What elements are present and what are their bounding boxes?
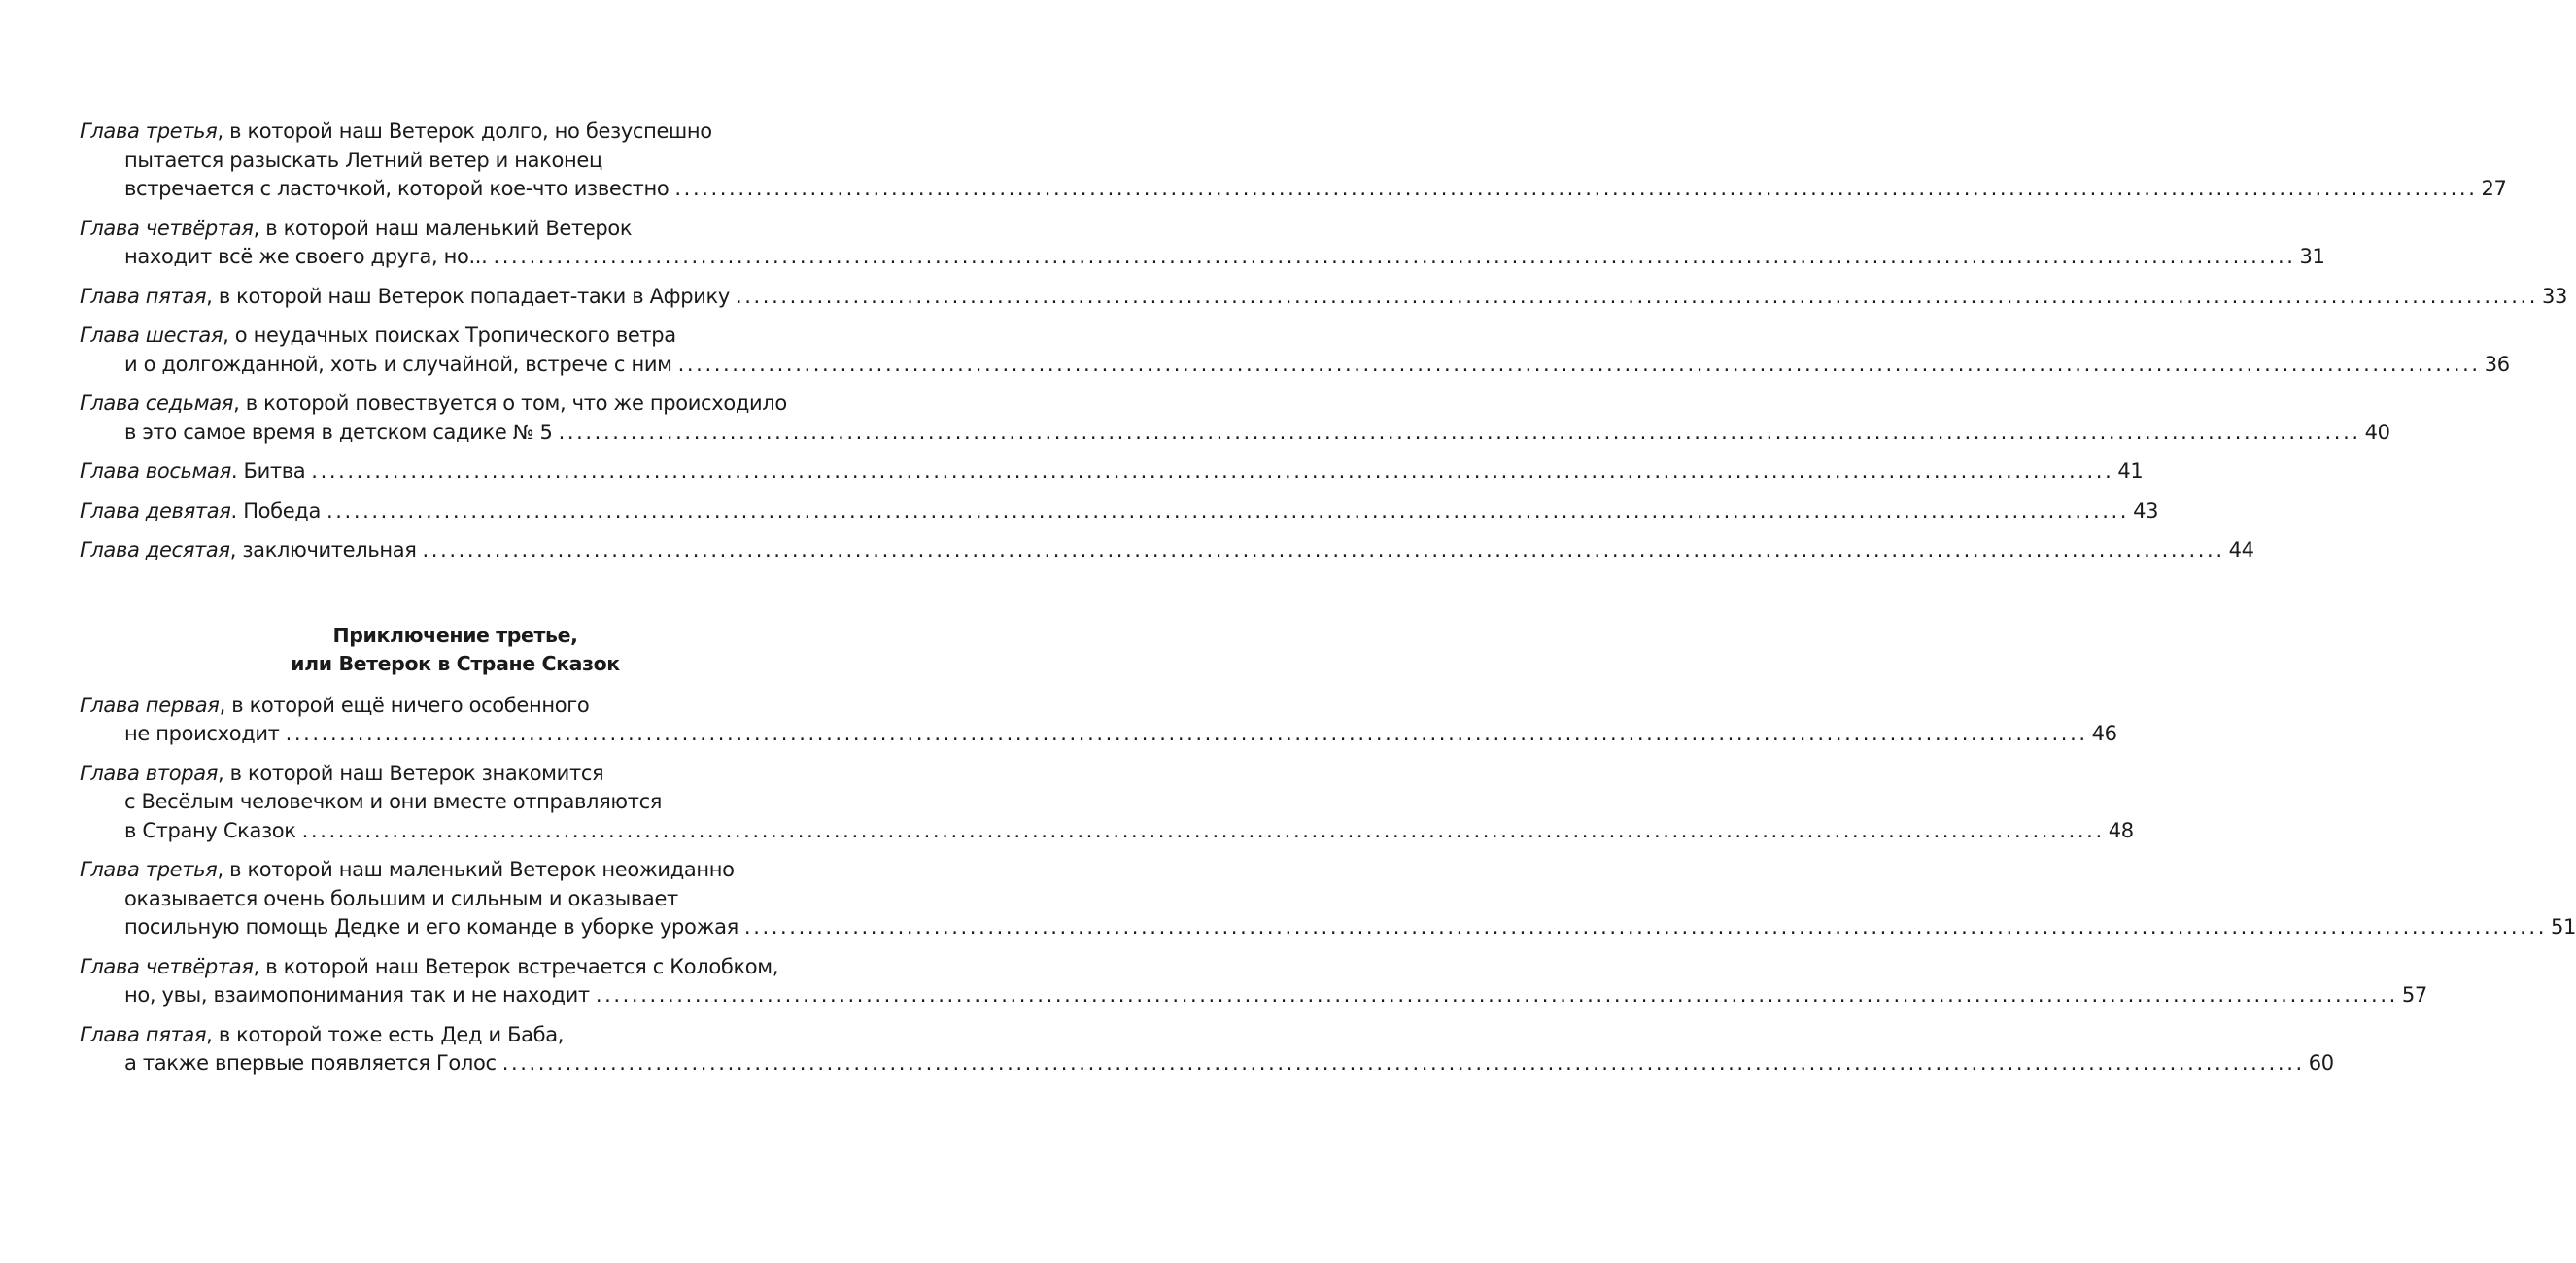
toc-last-line: [80, 1049, 2334, 1078]
chapter-description-end: находит всё же своего друга, но...: [124, 245, 488, 268]
toc-entry: [80, 118, 2507, 204]
toc-first-line: [80, 1021, 831, 1050]
toc-first-line: [80, 283, 2568, 312]
leader-dots: ........................................................................................................................................................................................................: [735, 284, 2539, 308]
toc-last-line: [80, 419, 2390, 448]
table-of-contents: [80, 118, 2576, 1089]
toc-entry: [80, 856, 2576, 942]
chapter-description: . Битва: [230, 460, 306, 483]
toc-lead: [80, 283, 730, 312]
toc-continuation-line: с Весёлым человечком и они вместе отправляются: [124, 790, 663, 813]
toc-lead: [80, 762, 603, 785]
page-number: 60: [2308, 1051, 2334, 1075]
chapter-name: Глава пятая: [80, 1022, 207, 1046]
chapter-description-end: и о долгожданной, хоть и случайной, встрече с ним: [124, 352, 672, 376]
toc-first-line: [80, 692, 831, 721]
chapter-name: Глава пятая: [80, 284, 207, 308]
chapter-description: , в которой наш маленький Ветерок неожиданно: [217, 858, 735, 881]
chapter-name: Глава десятая: [80, 538, 230, 562]
chapter-description: , заключительная: [229, 538, 417, 562]
toc-first-line: [80, 856, 831, 885]
section-heading: [80, 622, 831, 678]
chapter-name: Глава первая: [80, 693, 220, 717]
chapter-name: Глава девятая: [80, 498, 231, 523]
section-heading-line-2: или Ветерок в Стране Сказок: [291, 651, 620, 675]
chapter-description: , в которой повествуется о том, что же происходило: [233, 392, 787, 415]
toc-last-line: [80, 981, 2427, 1010]
toc-lead: [80, 955, 778, 978]
leader-dots: ........................................................................................................................................................................................................: [311, 460, 2114, 483]
page-number: 44: [2228, 538, 2254, 562]
toc-first-line: [80, 458, 2144, 487]
leader-dots: ........................................................................................................................................................................................................: [558, 420, 2361, 444]
toc-entry: [80, 1021, 2334, 1078]
toc-entry: [80, 497, 2159, 527]
chapter-description-end: а также впервые появляется Голос: [124, 1051, 497, 1075]
chapter-description-end: но, увы, взаимопонимания так и не находит: [124, 983, 590, 1007]
toc-first-line: [80, 536, 2254, 565]
toc-first-line: [80, 322, 831, 351]
chapter-name: Глава третья: [80, 119, 218, 143]
chapter-description: , в которой тоже есть Дед и Баба,: [206, 1022, 565, 1046]
toc-lead: [80, 497, 321, 527]
toc-last-line: [80, 817, 2134, 846]
toc-entry: [80, 953, 2427, 1010]
chapter-description: , в которой наш Ветерок долго, но безуспешно: [217, 119, 712, 143]
chapter-description: . Победа: [230, 498, 321, 523]
toc-first-line: [80, 390, 831, 419]
chapter-name: Глава вторая: [80, 761, 219, 785]
chapter-name: Глава четвёртая: [80, 954, 254, 978]
toc-last-line: [80, 243, 2325, 272]
toc-continuation-line: пытается разыскать Летний ветер и наконец: [124, 148, 602, 172]
chapter-description-end: в Страну Сказок: [124, 818, 296, 842]
toc-section-2: [80, 692, 2576, 1078]
toc-entry: [80, 536, 2254, 565]
page-number: 40: [2364, 420, 2390, 444]
leader-dots: ........................................................................................................................................................................................................: [326, 498, 2130, 523]
leader-dots: ........................................................................................................................................................................................................: [595, 983, 2398, 1007]
toc-lead: [80, 217, 632, 240]
leader-dots: ........................................................................................................................................................................................................: [743, 915, 2547, 939]
toc-entry: [80, 322, 2510, 379]
chapter-description: , в которой наш маленький Ветерок: [253, 216, 633, 240]
leader-dots: ........................................................................................................................................................................................................: [285, 722, 2088, 745]
toc-entry: [80, 390, 2390, 447]
toc-first-line: [80, 215, 831, 244]
page-number: 31: [2299, 245, 2325, 268]
chapter-description: , в которой наш Ветерок знакомится: [218, 761, 604, 785]
chapter-description-end: посильную помощь Дедке и его команде в уборке урожая: [124, 915, 738, 939]
chapter-name: Глава восьмая: [80, 460, 231, 483]
page-number: 36: [2484, 352, 2510, 376]
chapter-name: Глава седьмая: [80, 392, 234, 415]
toc-lead: [80, 324, 676, 347]
toc-last-line: [80, 913, 2576, 942]
chapter-description: , о неудачных поисках Тропического ветра: [223, 324, 676, 347]
toc-entry: [80, 458, 2144, 487]
section-heading-line-1: Приключение третье,: [332, 623, 578, 647]
toc-first-line: [80, 953, 831, 982]
toc-lead: [80, 392, 787, 415]
chapter-description: , в которой ещё ничего особенного: [219, 693, 590, 717]
leader-dots: ........................................................................................................................................................................................................: [301, 818, 2105, 842]
leader-dots: ........................................................................................................................................................................................................: [422, 538, 2225, 562]
chapter-description-end: не происходит: [124, 722, 280, 745]
chapter-description: , в которой наш Ветерок встречается с Колобком,: [253, 954, 779, 978]
toc-lead: [80, 858, 735, 881]
toc-first-line: [80, 118, 831, 147]
toc-section-1: [80, 118, 2568, 565]
leader-dots: ........................................................................................................................................................................................................: [677, 352, 2481, 376]
page-number: 43: [2133, 498, 2159, 523]
leader-dots: ........................................................................................................................................................................................................: [493, 245, 2296, 268]
toc-lead: [80, 119, 712, 143]
toc-entry: [80, 760, 2134, 846]
toc-last-line: [80, 720, 2117, 749]
toc-entry: [80, 283, 2568, 312]
page-number: 51: [2550, 915, 2576, 939]
toc-first-line: [80, 760, 831, 789]
page-number: 48: [2108, 818, 2134, 842]
toc-lead: [80, 458, 305, 487]
toc-last-line: [80, 175, 2507, 204]
chapter-name: Глава шестая: [80, 324, 223, 347]
page-number: 46: [2091, 722, 2117, 745]
page-number: 41: [2117, 460, 2144, 483]
toc-entry: [80, 692, 2117, 749]
page-number: 27: [2481, 177, 2507, 200]
chapter-name: Глава третья: [80, 858, 218, 881]
toc-lead: [80, 694, 589, 717]
toc-lead: [80, 536, 417, 565]
chapter-name: Глава четвёртая: [80, 216, 254, 240]
leader-dots: ........................................................................................................................................................................................................: [501, 1051, 2305, 1075]
toc-entry: [80, 215, 2325, 272]
page-number: 57: [2401, 983, 2427, 1007]
page-number: 33: [2542, 284, 2568, 308]
chapter-description-end: в это самое время в детском садике № 5: [124, 420, 553, 444]
toc-lead: [80, 1023, 564, 1046]
toc-last-line: [80, 351, 2510, 380]
chapter-description: , в которой наш Ветерок попадает-таки в Африку: [206, 284, 730, 308]
toc-continuation-line: оказывается очень большим и сильным и оказывает: [124, 886, 678, 910]
toc-first-line: [80, 497, 2159, 527]
chapter-description-end: встречается с ласточкой, которой кое-что известно: [124, 177, 670, 200]
leader-dots: ........................................................................................................................................................................................................: [674, 177, 2478, 200]
